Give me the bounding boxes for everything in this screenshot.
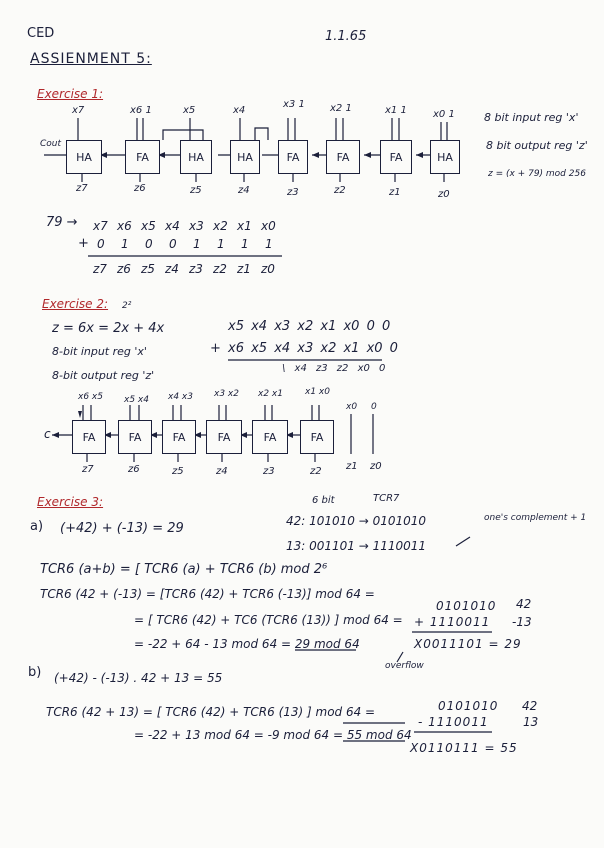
- part-b-equation: (+42) - (-13) . 42 + 13 = 55: [54, 671, 223, 685]
- ex1-top-6: x6 1: [130, 105, 152, 116]
- ex2-bottom-2: z2: [310, 466, 322, 477]
- tcr-line2: = [ TCR6 (42) + TC6 (TCR6 (13)) ] mod 64 =: [134, 613, 403, 627]
- ex1-c-digit-4: 1: [193, 237, 201, 251]
- cout-label: Cout: [40, 139, 62, 149]
- add-b-result: X0110111 = 55: [410, 741, 518, 755]
- ex2-plus: +: [210, 341, 221, 356]
- ex1-note-output: 8 bit output reg 'z': [486, 139, 588, 152]
- ex1-x-digit-0: x7: [93, 219, 108, 233]
- ex2-sup: 2²: [122, 301, 132, 311]
- course-label: CED: [27, 26, 55, 41]
- ex2-top-3: x2 x1: [258, 389, 283, 399]
- tcr-line1: TCR6 (42 + (-13) = [TCR6 (42) + TCR6 (-13)] mod 64 =: [40, 587, 375, 601]
- exercise-2-heading: Exercise 2:: [42, 297, 109, 311]
- ex1-z-digit-2: z5: [141, 262, 155, 276]
- ex1-block-5: HA: [180, 140, 212, 174]
- ex1-z-digit-4: z3: [189, 262, 203, 276]
- add-b-right-13: 13: [523, 715, 539, 729]
- ex2-top-4: x3 x2: [214, 389, 239, 399]
- ex2-top-5: x4 x3: [168, 392, 193, 402]
- ex1-top-1: x1 1: [385, 105, 407, 116]
- ex2-block-3: FA: [206, 420, 242, 454]
- ex1-c-digit-1: 1: [121, 237, 129, 251]
- ex2-block-5: FA: [118, 420, 152, 454]
- b-line2: = -22 + 13 mod 64 = -9 mod 64 = 55 mod 64: [134, 728, 412, 742]
- ex2-bottom-0: z0: [370, 461, 382, 472]
- ex2-top-0: 0: [371, 402, 377, 412]
- ex1-top-7: x7: [72, 105, 85, 116]
- ex1-bottom-2: z2: [334, 185, 346, 196]
- ex1-block-0: HA: [430, 140, 460, 174]
- ex2-row1: x5 x4 x3 x2 x1 x0 0 0: [228, 319, 391, 334]
- part-b-label: b): [28, 665, 42, 680]
- ex2-top-2: x1 x0: [305, 387, 330, 397]
- ex1-top-3: x3 1: [283, 99, 305, 110]
- ex1-z-digit-1: z6: [117, 262, 131, 276]
- ex1-top-0: x0 1: [433, 109, 455, 120]
- exercise-3-heading: Exercise 3:: [37, 495, 104, 509]
- ones-complement-note: one's complement + 1: [484, 513, 587, 523]
- ex1-bottom-3: z3: [287, 187, 299, 198]
- date: 1.1.65: [325, 29, 367, 44]
- ex2-row3: \ x4 z3 z2 x0 0: [282, 363, 386, 374]
- ex2-block-2: FA: [252, 420, 288, 454]
- ex1-block-1: FA: [380, 140, 412, 174]
- ex2-input-reg: 8-bit input reg 'x': [52, 345, 147, 358]
- tcr-line3: = -22 + 64 - 13 mod 64 = 29 mod 64: [134, 637, 360, 651]
- ex1-x-digit-3: x4: [165, 219, 180, 233]
- ex1-c-digit-7: 1: [265, 237, 273, 251]
- ex1-c-digit-2: 0: [145, 237, 153, 251]
- ex1-x-digit-6: x1: [237, 219, 252, 233]
- add-b-row2: - 1110011: [418, 715, 489, 729]
- ex1-top-2: x2 1: [330, 103, 352, 114]
- ex1-x-digit-4: x3: [189, 219, 204, 233]
- ex1-bottom-5: z5: [190, 185, 202, 196]
- add-a-right-13: -13: [512, 615, 532, 629]
- ex2-bottom-3: z3: [263, 466, 275, 477]
- exercise-1-heading: Exercise 1:: [37, 87, 104, 101]
- ex1-c-digit-5: 1: [217, 237, 225, 251]
- ex2-top-1: x0: [346, 402, 358, 412]
- ex1-x-digit-7: x0: [261, 219, 276, 233]
- ex2-bottom-1: z1: [346, 461, 358, 472]
- overflow-note: overflow: [385, 661, 424, 671]
- add-a-row2: + 1110011: [414, 615, 491, 629]
- ex1-sum-lhs: 79 →: [46, 215, 78, 230]
- ex1-top-4: x4: [233, 105, 246, 116]
- part-a-equation: (+42) + (-13) = 29: [60, 521, 184, 536]
- ex1-block-7: HA: [66, 140, 102, 174]
- ex2-row2: x6 x5 x4 x3 x2 x1 x0 0: [228, 341, 398, 356]
- ex1-z-digit-3: z4: [165, 262, 179, 276]
- ex1-block-2: FA: [326, 140, 360, 174]
- ex2-block-1: FA: [300, 420, 334, 454]
- ex2-c-label: c: [44, 427, 51, 441]
- b-line1: TCR6 (42 + 13) = [ TCR6 (42) + TCR6 (13) ] mod 64 =: [46, 705, 376, 719]
- ex2-output-reg: 8-bit output reg 'z': [52, 369, 155, 382]
- ex1-x-digit-5: x2: [213, 219, 228, 233]
- ex2-bottom-4: z4: [216, 466, 228, 477]
- add-a-result: X0011101 = 29: [414, 637, 522, 651]
- ex1-x-digit-1: x6: [117, 219, 132, 233]
- ex1-z-digit-7: z0: [261, 262, 275, 276]
- page-title: ASSIENMENT 5:: [30, 51, 152, 67]
- ex1-bottom-6: z6: [134, 183, 146, 194]
- tcr-definition: TCR6 (a+b) = [ TCR6 (a) + TCR6 (b) mod 2⁶: [40, 562, 328, 577]
- part-a-label: a): [30, 519, 44, 534]
- ex1-z-digit-0: z7: [93, 262, 107, 276]
- ex1-plus: +: [78, 236, 89, 251]
- ex2-equation: z = 6x = 2x + 4x: [52, 321, 165, 336]
- ex1-note-formula: z = (x + 79) mod 256: [488, 169, 586, 179]
- ex1-x-digit-2: x5: [141, 219, 156, 233]
- ex1-bottom-0: z0: [438, 189, 450, 200]
- ex1-c-digit-0: 0: [97, 237, 105, 251]
- ex1-top-5: x5: [183, 105, 196, 116]
- ex1-bottom-1: z1: [389, 187, 401, 198]
- add-a-row1: 0101010: [436, 599, 497, 613]
- add-b-right-42: 42: [522, 699, 538, 713]
- ex2-top-6: x5 x4: [124, 395, 149, 405]
- row-13-binary: 13: 001101 → 1110011: [286, 539, 427, 553]
- add-b-row1: 0101010: [438, 699, 499, 713]
- ex1-block-3: FA: [278, 140, 308, 174]
- ex1-block-6: FA: [125, 140, 160, 174]
- col-head-6bit: 6 bit: [312, 495, 335, 506]
- col-head-tcr7: TCR7: [373, 493, 400, 504]
- ex1-c-digit-3: 0: [169, 237, 177, 251]
- ex2-bottom-6: z6: [128, 464, 140, 475]
- ex2-block-4: FA: [162, 420, 196, 454]
- ex2-bottom-7: z7: [82, 464, 94, 475]
- ex2-top-7: x6 x5: [78, 392, 103, 402]
- ex2-block-6: FA: [72, 420, 106, 454]
- ex1-z-digit-5: z2: [213, 262, 227, 276]
- add-a-right-42: 42: [516, 597, 532, 611]
- row-42-binary: 42: 101010 → 0101010: [286, 514, 427, 528]
- ex1-block-4: HA: [230, 140, 260, 174]
- ex1-bottom-4: z4: [238, 185, 250, 196]
- ex2-bottom-5: z5: [172, 466, 184, 477]
- ex1-z-digit-6: z1: [237, 262, 251, 276]
- ex1-bottom-7: z7: [76, 183, 88, 194]
- ex1-c-digit-6: 1: [241, 237, 249, 251]
- ex1-note-input: 8 bit input reg 'x': [484, 111, 579, 124]
